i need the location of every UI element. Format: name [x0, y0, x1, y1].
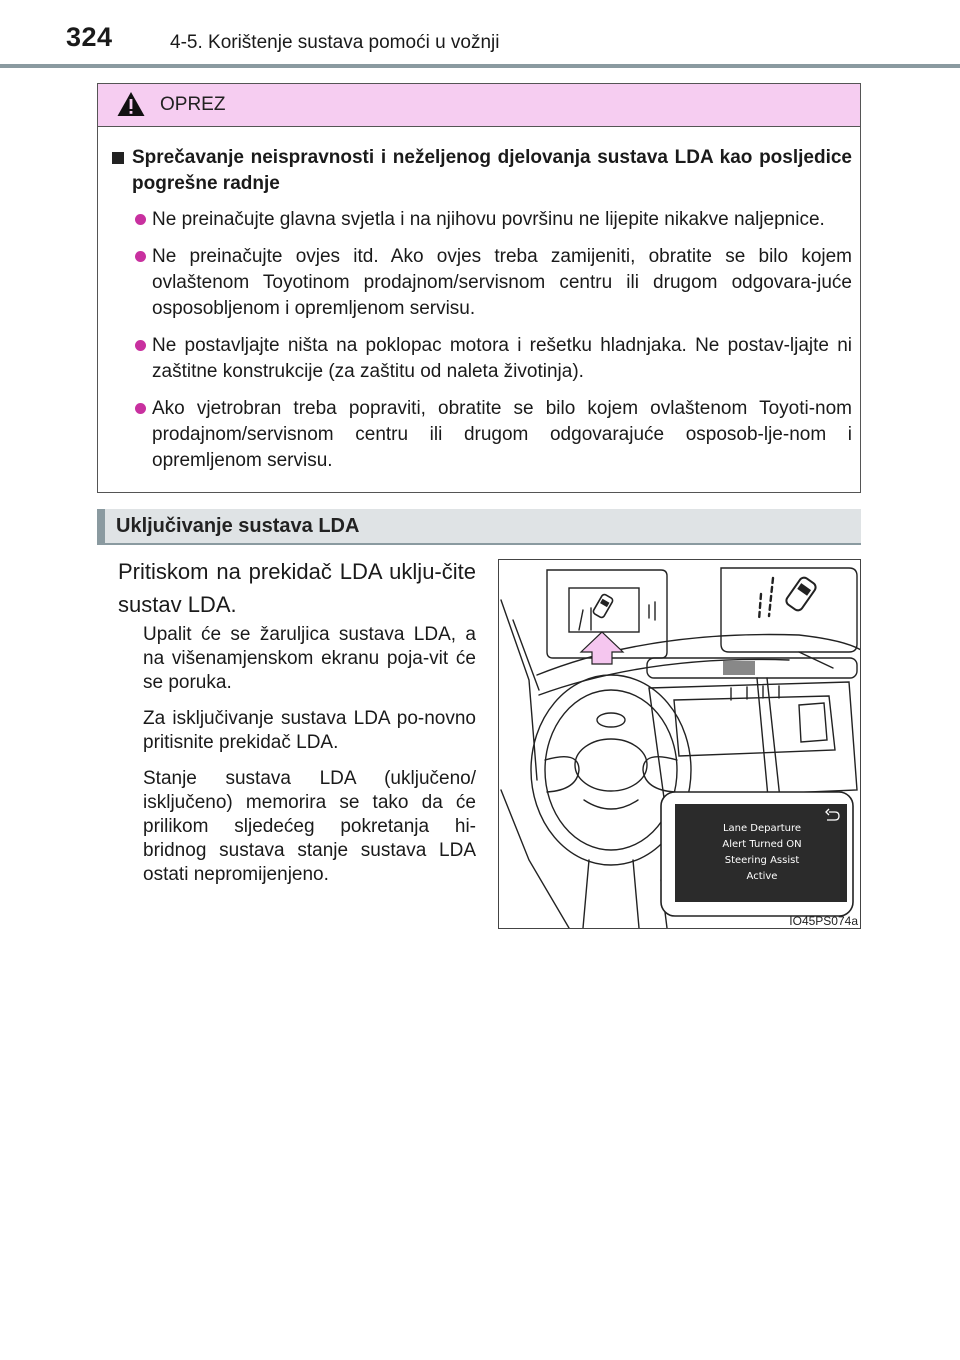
bullet-dot-icon	[135, 340, 146, 351]
bullet-text: Ako vjetrobran treba popraviti, obratite se bilo kojem ovlaštenom Toyoti-nom prodajnom/servisnom centru ili drugom odgovarajuće osposob-lje-nom i opremljenom servisu.	[152, 398, 852, 471]
display-line: Alert Turned ON	[722, 839, 802, 850]
caution-bullet	[108, 396, 852, 474]
section-tab-marker	[97, 509, 105, 545]
bullet-text: Ne preinačujte ovjes itd. Ako ovjes treba zamijeniti, obratite se bilo kojem ovlaštenom Toyotinom prodajnom/servisnom centru ili drugom odgovara-juće osposobljenom i opremljenom servisu.	[152, 246, 852, 319]
caution-header	[98, 84, 860, 127]
caution-heading	[108, 145, 852, 197]
illustration-code: IO45PS074a	[789, 914, 858, 928]
caution-heading-text: Sprečavanje neispravnosti i neželjenog djelovanja sustava LDA kao posljedice pogrešne radnje	[132, 147, 852, 194]
display-message	[678, 807, 846, 899]
pink-arrow-icon	[581, 632, 623, 664]
caution-bullet	[108, 244, 852, 322]
section-title: Uključivanje sustava LDA	[116, 515, 360, 537]
section-paragraph: Upalit će se žaruljica sustava LDA, a na višenamjenskom ekranu poja-vit će se poruka.	[143, 624, 476, 693]
bullet-dot-icon	[135, 251, 146, 262]
section-intro: Pritiskom na prekidač LDA uklju-čite sustav LDA.	[118, 559, 476, 617]
header-divider	[0, 64, 960, 68]
page-number: 324	[66, 22, 113, 52]
section-heading-bar	[97, 509, 861, 545]
bullet-text: Ne preinačujte glavna svjetla i na njihovu površinu ne lijepite nikakve naljepnice.	[152, 209, 825, 230]
lda-switch-illustration	[498, 559, 861, 929]
chapter-title: 4-5. Korištenje sustava pomoći u vožnji	[170, 32, 500, 53]
caution-body	[98, 127, 860, 474]
caution-box	[97, 83, 861, 493]
bullet-dot-icon	[135, 403, 146, 414]
display-line: Active	[746, 871, 778, 882]
section-paragraph: Za isključivanje sustava LDA po-novno pritisnite prekidač LDA.	[143, 708, 476, 753]
page-header	[0, 0, 960, 70]
display-line: Lane Departure	[722, 823, 802, 834]
caution-bullet	[108, 333, 852, 385]
bullet-text: Ne postavljajte ništa na poklopac motora i rešetku hladnjaka. Ne postav-ljajte ni zaštitne konstrukcije (za zaštitu od naleta životinja).	[152, 335, 852, 382]
caution-bullet	[108, 207, 852, 233]
bullet-dot-icon	[135, 214, 146, 225]
warning-triangle-icon	[116, 90, 146, 118]
lda-car-icon	[784, 576, 817, 613]
display-line: Steering Assist	[724, 855, 800, 866]
section-paragraph: Stanje sustava LDA (uključeno/ isključeno) memorira se tako da će prilikom sljedećeg pokretanja hi-bridnog sustava stanje sustava LDA ostati nepromijenjeno.	[143, 768, 476, 885]
square-bullet-icon	[112, 152, 124, 164]
caution-title: OPREZ	[160, 94, 226, 115]
